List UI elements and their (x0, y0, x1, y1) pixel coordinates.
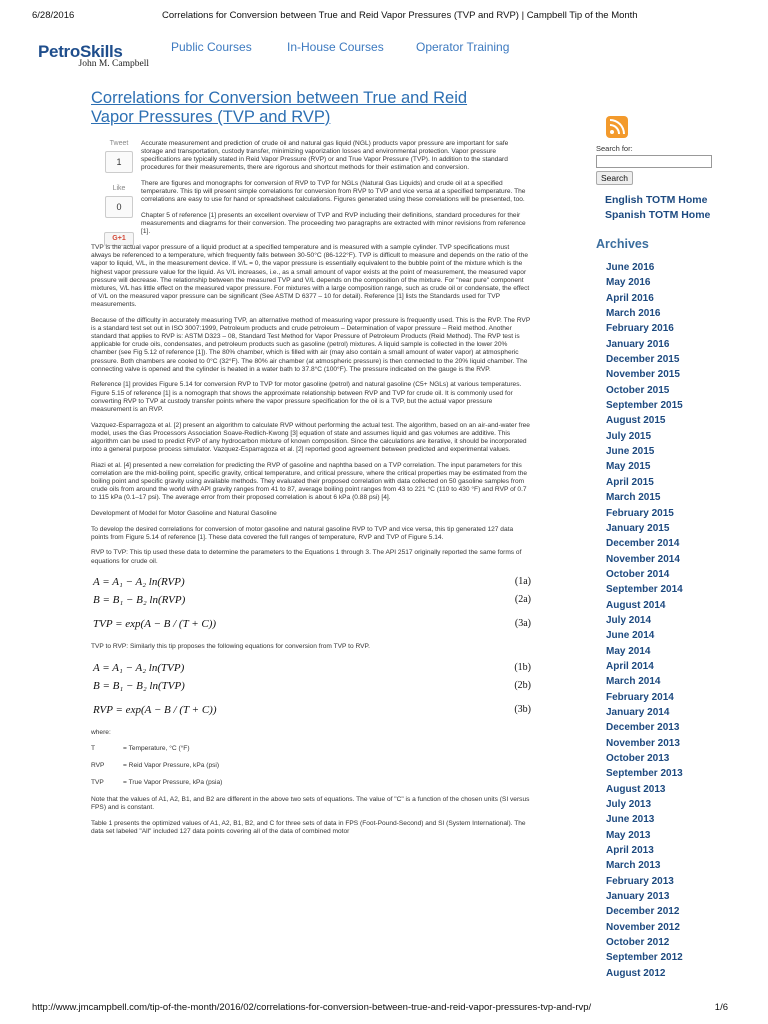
archive-link[interactable]: November 2015 (606, 369, 680, 381)
archive-link[interactable]: June 2015 (606, 446, 655, 458)
archive-link[interactable]: December 2013 (606, 722, 680, 734)
equation-text: RVP = exp(A − B / (T + C)) (93, 703, 217, 716)
archive-link[interactable]: September 2014 (606, 584, 683, 596)
search-input[interactable] (596, 155, 712, 168)
tweet-count: 1 (105, 151, 133, 173)
like-label[interactable]: Like (112, 185, 126, 192)
equation-1a (91, 573, 531, 591)
equation-number: (3b) (514, 703, 531, 715)
english-totm-home-link[interactable]: English TOTM Home (605, 194, 708, 206)
equation-3b (91, 695, 531, 725)
print-page-number: 1/6 (714, 1002, 728, 1013)
definition-row (91, 745, 531, 753)
definition-row (91, 762, 531, 770)
archive-link[interactable]: October 2015 (606, 384, 670, 396)
like-count: 0 (105, 196, 133, 218)
archive-link[interactable]: December 2014 (606, 538, 680, 550)
equation-2a (91, 591, 531, 609)
archive-link[interactable]: August 2013 (606, 783, 666, 795)
article-body (91, 140, 531, 844)
archive-link[interactable]: April 2016 (606, 292, 654, 304)
definition-text: = Reid Vapor Pressure, kPa (psi) (123, 761, 220, 769)
archive-link[interactable]: February 2013 (606, 875, 674, 887)
paragraph: RVP to TVP: This tip used these data to determine the parameters to the Equations 1 through 3. The API 2517 originally reported the same forms of equations for crude oil. (91, 549, 522, 565)
definition-symbol: T (91, 744, 96, 752)
definition-symbol: TVP (91, 778, 104, 786)
archive-link[interactable]: November 2012 (606, 921, 680, 933)
spanish-totm-home-link[interactable]: Spanish TOTM Home (605, 209, 711, 221)
variable-definitions (91, 745, 531, 787)
archive-link[interactable]: June 2016 (606, 262, 655, 273)
definition-text: = Temperature, °C (°F) (123, 744, 190, 752)
equation-text: A = A₁ − A₂ ln(TVP) (93, 661, 185, 674)
section-heading: Development of Model for Motor Gasoline and Natural Gasoline (91, 509, 277, 517)
equation-set-rvp-to-tvp (91, 573, 531, 639)
paragraph: TVP is the actual vapor pressure of a liquid product at a specified temperature and is measured with a sample cylinder. TVP specifications must always be referenced to a temperature, which frequently falls between 30-50°C (86-122°F). TVP is difficult to measure and depends on the ratio of the vapor to liquid, V/L, in the measurement device. If V/L = 0, the vapor pressure is essentially equivalent to the bubble point of the mixture which is the highest vapor pressure value for the liquid. As V/L increases, i.e., as a small amount of vapor exists at the point of measurement, the measured vapor pressure will decrease. The relationship between the measured TVP and V/L depends on the composition of the mixture. For "near pure" component mixtures, V/L has little effect on the measured vapor pressure. For mixtures with a large composition range, such as crude oil or condensate, the effect of V/L on the measured vapor pressure can be significant (See ASTM D 6377 – 10 for detail). Reference [1] lists the Standards used for TVP measurements. (91, 244, 530, 309)
definition-symbol: RVP (91, 761, 105, 769)
archive-link[interactable]: September 2015 (606, 400, 683, 412)
archive-link[interactable]: March 2015 (606, 492, 661, 504)
print-date: 6/28/2016 (32, 10, 75, 21)
equation-number: (2b) (514, 679, 531, 691)
sidebar (596, 116, 726, 981)
archive-link[interactable]: August 2012 (606, 967, 666, 979)
archive-link[interactable]: November 2014 (606, 553, 680, 565)
equation-2b (91, 677, 531, 695)
archive-link[interactable]: June 2013 (606, 814, 655, 826)
archive-link[interactable]: May 2014 (606, 645, 651, 657)
tweet-label[interactable]: Tweet (109, 140, 129, 147)
search-label: Search for: (596, 144, 633, 153)
print-header (32, 10, 736, 24)
archive-link[interactable]: August 2015 (606, 415, 666, 427)
paragraph: TVP to RVP: Similarly this tip proposes the following equations for conversion from TVP to RVP. (91, 643, 370, 651)
archive-link[interactable]: July 2013 (606, 799, 652, 811)
archive-link[interactable]: October 2014 (606, 568, 670, 580)
logo-subtitle: John M. Campbell (78, 59, 149, 69)
paragraph: Riazi et al. [4] presented a new correlation for predicting the RVP of gasoline and naphtha based on a TVP correlation. The input parameters for this correlation are the mid-boiling point, specific gravity, critical temperature, and critical pressure, where the critical properties may be estimated from the boiling point and specific gravity using available methods. They evaluated their proposed correlation with data collected on 50 gasoline samples from crude oils from around the world with API gravity ranges from 41 to 87, average boiling point ranges from 43 to 221 °C (110 to 430 °F) and RVP of 0.7 to 115 kPa (0.1–17 psi). The average error from their proposed correlation is about 6 kPa (0.88 psi) [4]. (91, 461, 527, 502)
archive-link[interactable]: January 2015 (606, 522, 670, 534)
rss-icon[interactable] (606, 116, 628, 138)
paragraph: Because of the difficulty in accurately measuring TVP, an alternative method of measuring vapor pressure is frequently used. This is the RVP. The RVP is a standard test set out in ISO 3007:1999, Petroleum products and crude petroleum – Determination of vapor pressure – Reid method. Another standard that applies to RVP is: ASTM D323 – 08, Standard Test Method for Vapor Pressure of Petroleum Products (Reid Method). The RVP test is applicable for crude oils, condensates, and petroleum products such as gasoline (petrol) mixtures. A liquid sample is collected in the lower 20% chamber (see Fig 5.12 of reference [1]). The 80% chamber, which is filled with air (may also contain a small amount of water vapor) at atmospheric pressure. Both chambers are cooled to 0°C (32°F). The 80% air chamber (at atmospheric pressure) is then connected to the 20% liquid chamber. The connecting valve is opened and the cylinder is heated in a water bath to 37.8°C (100°F). The pressure indicated on the gauge is the RVP. (91, 316, 531, 373)
archive-link[interactable]: January 2016 (606, 338, 670, 350)
equation-set-tvp-to-rvp (91, 659, 531, 725)
article-title[interactable]: Correlations for Conversion between True and Reid Vapor Pressures (TVP and RVP) (91, 89, 468, 126)
definition-text: = True Vapor Pressure, kPa (psia) (123, 778, 223, 786)
paragraph: Chapter 5 of reference [1] presents an excellent overview of TVP and RVP including their definitions, standard procedures for their measurements and diagrams for their conversion. The proceeding two paragraphs are extracted with minor revisions from reference [1]. (141, 212, 526, 236)
equation-3a (91, 609, 531, 639)
equation-number: (3a) (514, 618, 531, 630)
archive-link[interactable]: February 2014 (606, 691, 674, 703)
archive-link[interactable]: October 2012 (606, 937, 670, 949)
petroskills-logo[interactable] (38, 44, 153, 68)
archive-link[interactable]: January 2013 (606, 891, 670, 903)
equation-text: B = B₁ − B₂ ln(RVP) (93, 594, 186, 607)
print-url: http://www.jmcampbell.com/tip-of-the-month/2016/02/correlations-for-conversion-between-true-and-reid-vapor-pressures-tvp-and-rvp/ (32, 1002, 592, 1013)
equation-number: (1a) (514, 576, 531, 588)
nav-in-house-courses[interactable]: In-House Courses (287, 40, 384, 54)
equation-text: TVP = exp(A − B / (T + C)) (93, 618, 217, 631)
paragraph: Table 1 presents the optimized values of A1, A2, B1, B2, and C for three sets of data in FPS (Foot-Pound-Second) and SI (System International). The data set labeled "All" included 127 data points covering all of the data of combined motor (91, 819, 526, 835)
archives-list (606, 260, 726, 981)
archive-link[interactable]: June 2014 (606, 630, 655, 642)
archive-link[interactable]: September 2013 (606, 768, 683, 780)
archive-link[interactable]: November 2013 (606, 737, 680, 749)
print-footer (32, 1002, 728, 1016)
archives-heading: Archives (596, 237, 649, 251)
archive-link[interactable]: February 2015 (606, 507, 674, 519)
equation-number: (2a) (514, 594, 531, 606)
archive-link[interactable]: July 2015 (606, 430, 652, 442)
archive-link[interactable]: October 2013 (606, 753, 670, 764)
definition-row (91, 779, 531, 787)
archive-link[interactable]: May 2013 (606, 829, 651, 841)
archive-link[interactable]: December 2012 (606, 906, 680, 918)
equation-1b (91, 659, 531, 677)
archive-link[interactable]: February 2016 (606, 323, 674, 335)
archive-link[interactable]: January 2014 (606, 706, 670, 718)
archive-link[interactable]: March 2016 (606, 308, 661, 320)
equation-number: (1b) (514, 661, 531, 673)
paragraph: Note that the values of A1, A2, B1, and B2 are different in the above two sets of equations. The value of "C" is a function of the chosen units (SI versus FPS) and is constant. (91, 796, 530, 812)
print-page-title: Correlations for Conversion between True and Reid Vapor Pressures (TVP and RVP) | Campbell Tip of the Month (162, 10, 638, 21)
google-plus-button[interactable]: G+1 (104, 232, 134, 246)
archive-link[interactable]: March 2014 (606, 676, 661, 688)
paragraph: Accurate measurement and prediction of crude oil and natural gas liquid (NGL) products vapor pressure are important for safe storage and transportation, custody transfer, minimizing vaporization losses and environmental protection. Vapor pressure specifications are typically stated in Reid Vapor Pressure (RVP) or and True Vapor Pressure (TVP). In addition to the standard procedures for their measurements, there are rigorous and shortcut methods for their estimation and conversion. (141, 140, 509, 172)
archive-link[interactable]: September 2012 (606, 952, 683, 964)
archive-link[interactable]: March 2013 (606, 860, 661, 872)
nav-public-courses[interactable]: Public Courses (171, 40, 252, 54)
nav-operator-training[interactable]: Operator Training (416, 40, 510, 54)
equation-text: B = B₁ − B₂ ln(TVP) (93, 679, 185, 692)
archive-link[interactable]: April 2013 (606, 845, 654, 857)
archive-link[interactable]: April 2014 (606, 660, 654, 672)
paragraph: There are figures and monographs for conversion of RVP to TVP for NGLs (Natural Gas Liquids) and crude oil at a specified temperature. This tip will present simple correlations for conversion from RVP to TVP and vice versa at a specified temperature. The correlations are easy to use for hand or spreadsheet calculations. Figures generated using these correlations will be presented, too. (141, 180, 526, 204)
where-label: where: (91, 728, 111, 736)
paragraph: Reference [1] provides Figure 5.14 for conversion RVP to TVP for motor gasoline (petrol) and natural gasoline (C5+ NGLs) at various temperatures. Figure 5.15 of reference [1] is a nomograph that shows the approximate relationship between RVP and TVP for crude oil. It is commonly used for converting RVP to TVP at custody transfer points where the vapor pressure specification for the oil is a TVP, but the actual vapor pressure measurement is an RVP. (91, 381, 522, 413)
archive-link[interactable]: July 2014 (606, 614, 652, 626)
archive-link[interactable]: April 2015 (606, 476, 654, 488)
paragraph: To develop the desired correlations for conversion of motor gasoline and natural gasoline RVP to TVP and vice versa, this tip generated 127 data points from Figure 5.14 of reference [1]. These data covered the full ranges of temperature, RVP and TVP of Figure 5.14. (91, 525, 514, 541)
logo-name: PetroSkills (38, 42, 123, 61)
archive-link[interactable]: May 2016 (606, 277, 651, 289)
archive-link[interactable]: August 2014 (606, 599, 666, 611)
archive-link[interactable]: May 2015 (606, 461, 651, 473)
search-button[interactable]: Search (596, 171, 633, 185)
equation-text: A = A₁ − A₂ ln(RVP) (93, 576, 185, 589)
paragraph: Vazquez-Esparragoza et al. [2] present an algorithm to calculate RVP without performing the actual test. The algorithm, based on an air-and-water free model, uses the Gas Processors Association Soave-Redlich-Kwong [3] equation of state and assumes liquid and gas volumes are additive. This algorithm can be used to predict RVP of any hydrocarbon mixture of known composition. Since the calculations are iterative, it should be incorporated into a general purpose process simulator. Vazquez-Esparragoza et al. [2] reported good agreement between predicted and experimental values. (91, 421, 530, 453)
archive-link[interactable]: December 2015 (606, 354, 680, 366)
